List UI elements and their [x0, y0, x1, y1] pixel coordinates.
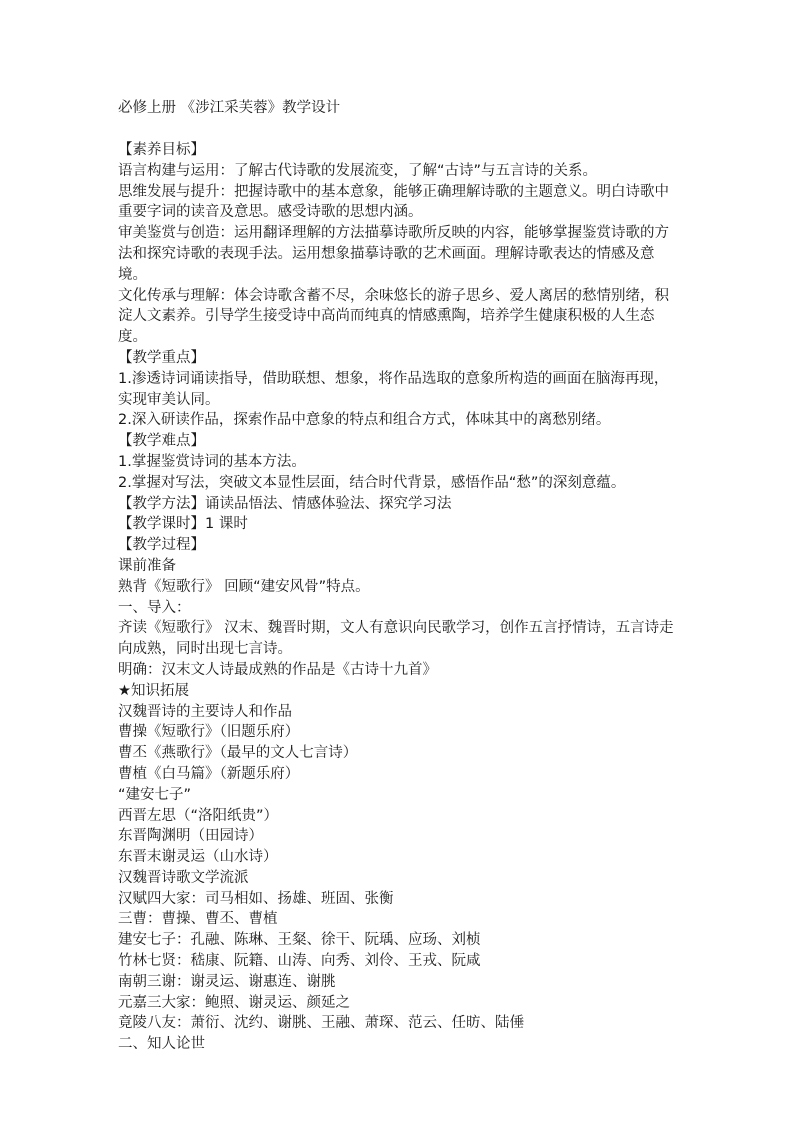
list-item: 汉赋四大家：司马相如、扬雄、班固、张衡	[118, 890, 394, 907]
pre-class-prep: 课前准备	[118, 557, 176, 574]
goal-thinking: 思维发展与提升：把握诗歌中的基本意象，能够正确理解诗歌的主题意义。明白诗歌中重要字词的读音及意思。感受诗歌的思想内涵。	[118, 183, 669, 221]
list-item: 汉魏晋诗的主要诗人和作品	[118, 703, 292, 720]
list-item: 曹操《短歌行》（旧题乐府）	[118, 724, 300, 741]
pre-class-task: 熟背《短歌行》 回顾“建安风骨”特点。	[118, 578, 370, 595]
teaching-methods: 【教学方法】诵读品悟法、情感体验法、探究学习法	[118, 495, 452, 512]
section-heading-literacy-goals: 【素养目标】	[118, 142, 205, 158]
goal-aesthetic: 审美鉴赏与创造：运用翻译理解的方法描摹诗歌所反映的内容，能够掌握鉴赏诗歌的方法和探究诗歌的表现手法。运用想象描摹诗歌的艺术画面。理解诗歌表达的情感及意境。	[118, 225, 669, 283]
list-item: 汉魏晋诗歌文学流派	[118, 869, 249, 886]
step-2-heading: 二、知人论世	[118, 1036, 205, 1053]
step-1-heading: 一、导入：	[118, 599, 191, 616]
list-item: 建安七子：孔融、陈琳、王粲、徐干、阮瑀、应玚、刘桢	[118, 932, 481, 949]
section-heading-key-points: 【教学重点】	[118, 349, 205, 366]
list-item: 竹林七贤：嵇康、阮籍、山涛、向秀、刘伶、王戎、阮咸	[118, 953, 481, 970]
list-item: “建安七子”	[118, 786, 192, 803]
list-item: 元嘉三大家：鲍照、谢灵运、颜延之	[118, 994, 350, 1011]
knowledge-extension-heading: ★知识拓展	[118, 682, 189, 699]
goal-language: 语言构建与运用：了解古代诗歌的发展流变，了解“古诗”与五言诗的关系。	[118, 162, 598, 179]
key-point-2: 2.深入研读作品，探索作品中意象的特点和组合方式，体味其中的离愁别绪。	[118, 412, 611, 429]
list-item: 东晋陶渊明（田园诗）	[118, 828, 263, 845]
section-heading-process: 【教学过程】	[118, 537, 205, 554]
teaching-hours: 【教学课时】1 课时	[118, 516, 248, 533]
difficulty-2: 2.掌握对写法，突破文本显性层面，结合时代背景，感悟作品“愁”的深刻意蕴。	[118, 474, 626, 491]
difficulty-1: 1.掌握鉴赏诗词的基本方法。	[118, 453, 306, 470]
list-item: 南朝三谢：谢灵运、谢惠连、谢朓	[118, 973, 336, 990]
document-page	[118, 98, 678, 1055]
goal-culture: 文化传承与理解：体会诗歌含蓄不尽，余味悠长的游子思乡、爱人离居的愁情别绪，积淀人文素养。引导学生接受诗中高尚而纯真的情感熏陶，培养学生健康积极的人生态度。	[118, 287, 669, 346]
list-item: 东晋末谢灵运（山水诗）	[118, 849, 278, 866]
list-item: 曹植《白马篇》（新题乐府）	[118, 765, 300, 782]
list-item: 三曹：曹操、曹丕、曹植	[118, 911, 278, 928]
list-item: 竟陵八友：萧衍、沈约、谢朓、王融、萧琛、范云、任昉、陆倕	[118, 1015, 524, 1032]
step-1-content: 齐读《短歌行》 汉末、魏晋时期，文人有意识向民歌学习，创作五言抒情诗，五言诗走向成熟，同时出现七言诗。	[118, 620, 674, 658]
list-item: 曹丕《燕歌行》（最早的文人七言诗）	[118, 745, 358, 762]
section-heading-difficulties: 【教学难点】	[118, 433, 205, 450]
key-point-1: 1.渗透诗词诵读指导，借助联想、想象，将作品选取的意象所构造的画面在脑海再现，实现审美认同。	[118, 370, 669, 408]
list-item: 西晋左思（“洛阳纸贵”）	[118, 807, 279, 824]
step-1-conclusion: 明确：汉末文人诗最成熟的作品是《古诗十九首》	[118, 661, 437, 678]
document-title: 必修上册 《涉江采芙蓉》教学设计	[118, 100, 341, 116]
